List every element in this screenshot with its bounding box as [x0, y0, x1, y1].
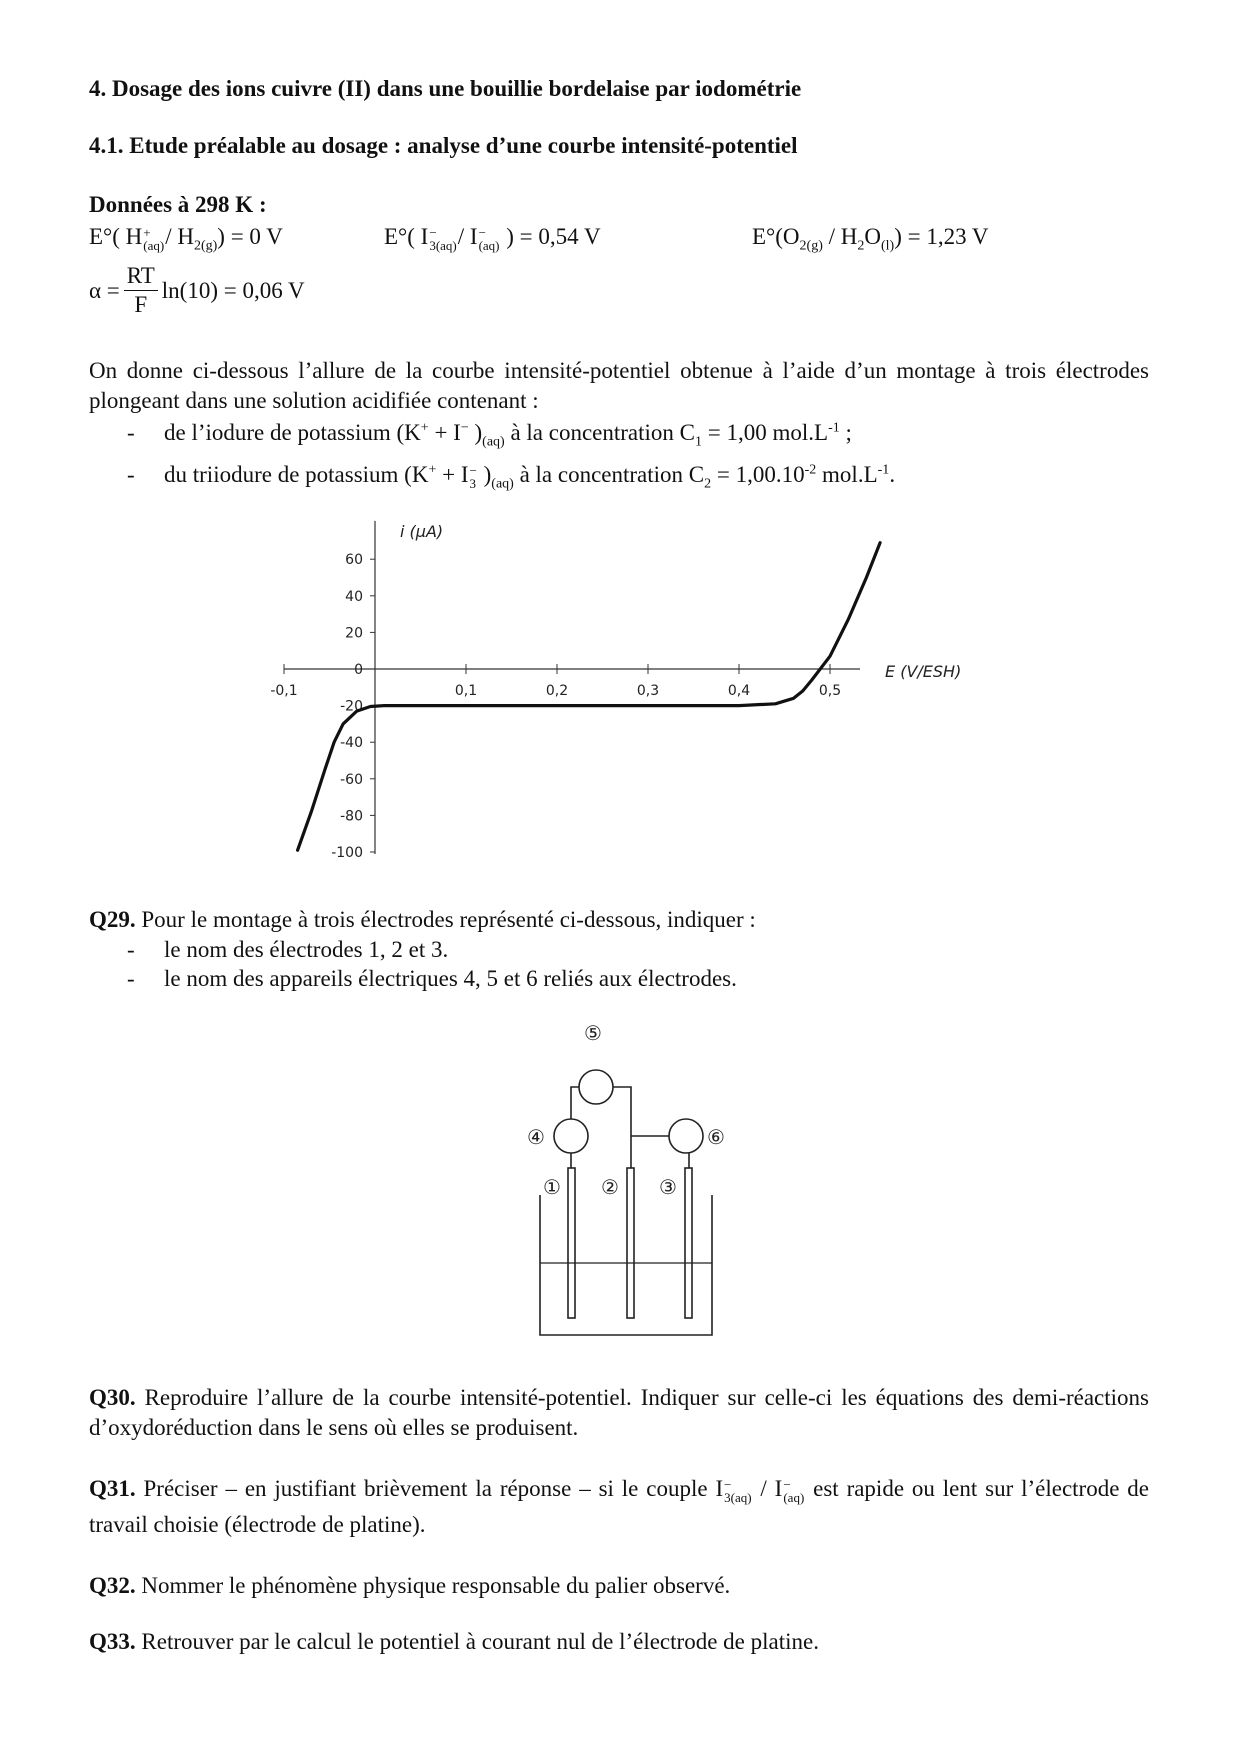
electrode-2: [627, 1168, 634, 1318]
x-tick-label: 0,2: [545, 683, 569, 699]
label-5: ⑤: [584, 1021, 602, 1045]
x-tick-label: 0,3: [636, 683, 660, 699]
bullet-dash: -: [127, 966, 135, 991]
q29-item-devices: le nom des appareils électriques 4, 5 et 6 reliés aux électrodes.: [164, 966, 737, 991]
alpha-formula: α = $\frac{RT}{F}$ ln(10) = 0,06 V: [89, 263, 305, 317]
bullet-dash: -: [127, 937, 135, 962]
q32: Q32. Nommer le phénomène physique responsable du palier observé.: [89, 1573, 731, 1598]
y-axis-label: i (µA): [400, 521, 444, 541]
potential-iodine: E°( I − 3(aq) / I − (aq) ) = 0,54 V: [384, 224, 601, 253]
subsection-title: 4.1. Etude préalable au dosage : analyse d’une courbe intensité-potentiel: [89, 133, 798, 158]
potential-oxygen: $E^\circ(O_{2(g)} / H_2O_{(l)}) = 1,23$ V: [752, 224, 989, 254]
label-6: ⑥: [707, 1125, 725, 1149]
y-tick-label: -40: [340, 735, 363, 752]
y-tick-label: -80: [340, 808, 363, 825]
bullet-triiodide: du triiodure de potassium (K+ + I − 3 )$_{(aq)}$ à la concentration $C_2 = 1,00.10^{-2}$ $mol.L^{-1}$.: [164, 462, 896, 492]
apparatus-6: [669, 1119, 703, 1153]
label-2: ②: [601, 1175, 619, 1199]
intro-paragraph: On donne ci-dessous l’allure de la courbe intensité-potentiel obtenue à l’aide d’un montage à trois électrodes plongeant dans une solution acidifiée contenant :: [89, 358, 1149, 413]
beaker: [540, 1195, 712, 1335]
y-tick-label: 40: [345, 588, 363, 605]
data-heading: Données à 298 K :: [89, 192, 267, 217]
electrode-3: [685, 1168, 692, 1318]
section-title: 4. Dosage des ions cuivre (II) dans une bouillie bordelaise par iodométrie: [89, 76, 802, 101]
apparatus-4: [554, 1119, 588, 1153]
q30: Q30. Reproduire l’allure de la courbe intensité-potentiel. Indiquer sur celle-ci les équations des demi-réactions d’oxydoréduction dans le sens où elles se produisent.: [89, 1385, 1149, 1440]
curve-line: [298, 543, 881, 851]
label-3: ③: [659, 1175, 677, 1199]
potential-h2: E°( H + (aq) / $H_{2(g)}) = 0$ V: [89, 224, 283, 254]
apparatus-5: [579, 1070, 613, 1104]
x-tick-label: 0,5: [818, 683, 842, 699]
electrode-1: [568, 1168, 575, 1318]
x-axis-label: E (V/ESH): [885, 662, 962, 681]
q31: Q31. Préciser – en justifiant brièvement la réponse – si le couple I − 3(aq) / I − (aq) est rapide ou lent sur l’électrode de travail choisie (électrode de platine).: [89, 1476, 1149, 1537]
y-tick-label: 20: [345, 625, 363, 642]
q29-item-electrodes: le nom des électrodes 1, 2 et 3.: [164, 937, 449, 962]
label-4: ④: [527, 1125, 545, 1149]
y-tick-label: 60: [345, 552, 363, 569]
x-tick-label: 0,4: [727, 683, 751, 699]
y-tick-label: -20: [340, 698, 363, 715]
x-tick-label: -0,1: [270, 683, 298, 699]
x-tick-label: 0,1: [454, 683, 478, 699]
bullet-iodide: de l’iodure de potassium (K+ + I− )$_{(aq)}$ à la concentration $C_1 = 1,00$ $mol.L^{-1}$ ;: [164, 420, 852, 450]
bullet-dash: -: [127, 420, 135, 445]
q29: Q29. Pour le montage à trois électrodes représenté ci-dessous, indiquer :: [89, 907, 756, 932]
label-1: ①: [543, 1175, 561, 1199]
y-tick-label: -100: [331, 845, 363, 861]
q33: Q33. Retrouver par le calcul le potentiel à courant nul de l’électrode de platine.: [89, 1629, 819, 1654]
y-tick-label: 0: [354, 662, 363, 678]
bullet-dash: -: [127, 462, 135, 487]
y-tick-label: -60: [340, 771, 363, 788]
three-electrode-setup: [500, 1020, 760, 1340]
